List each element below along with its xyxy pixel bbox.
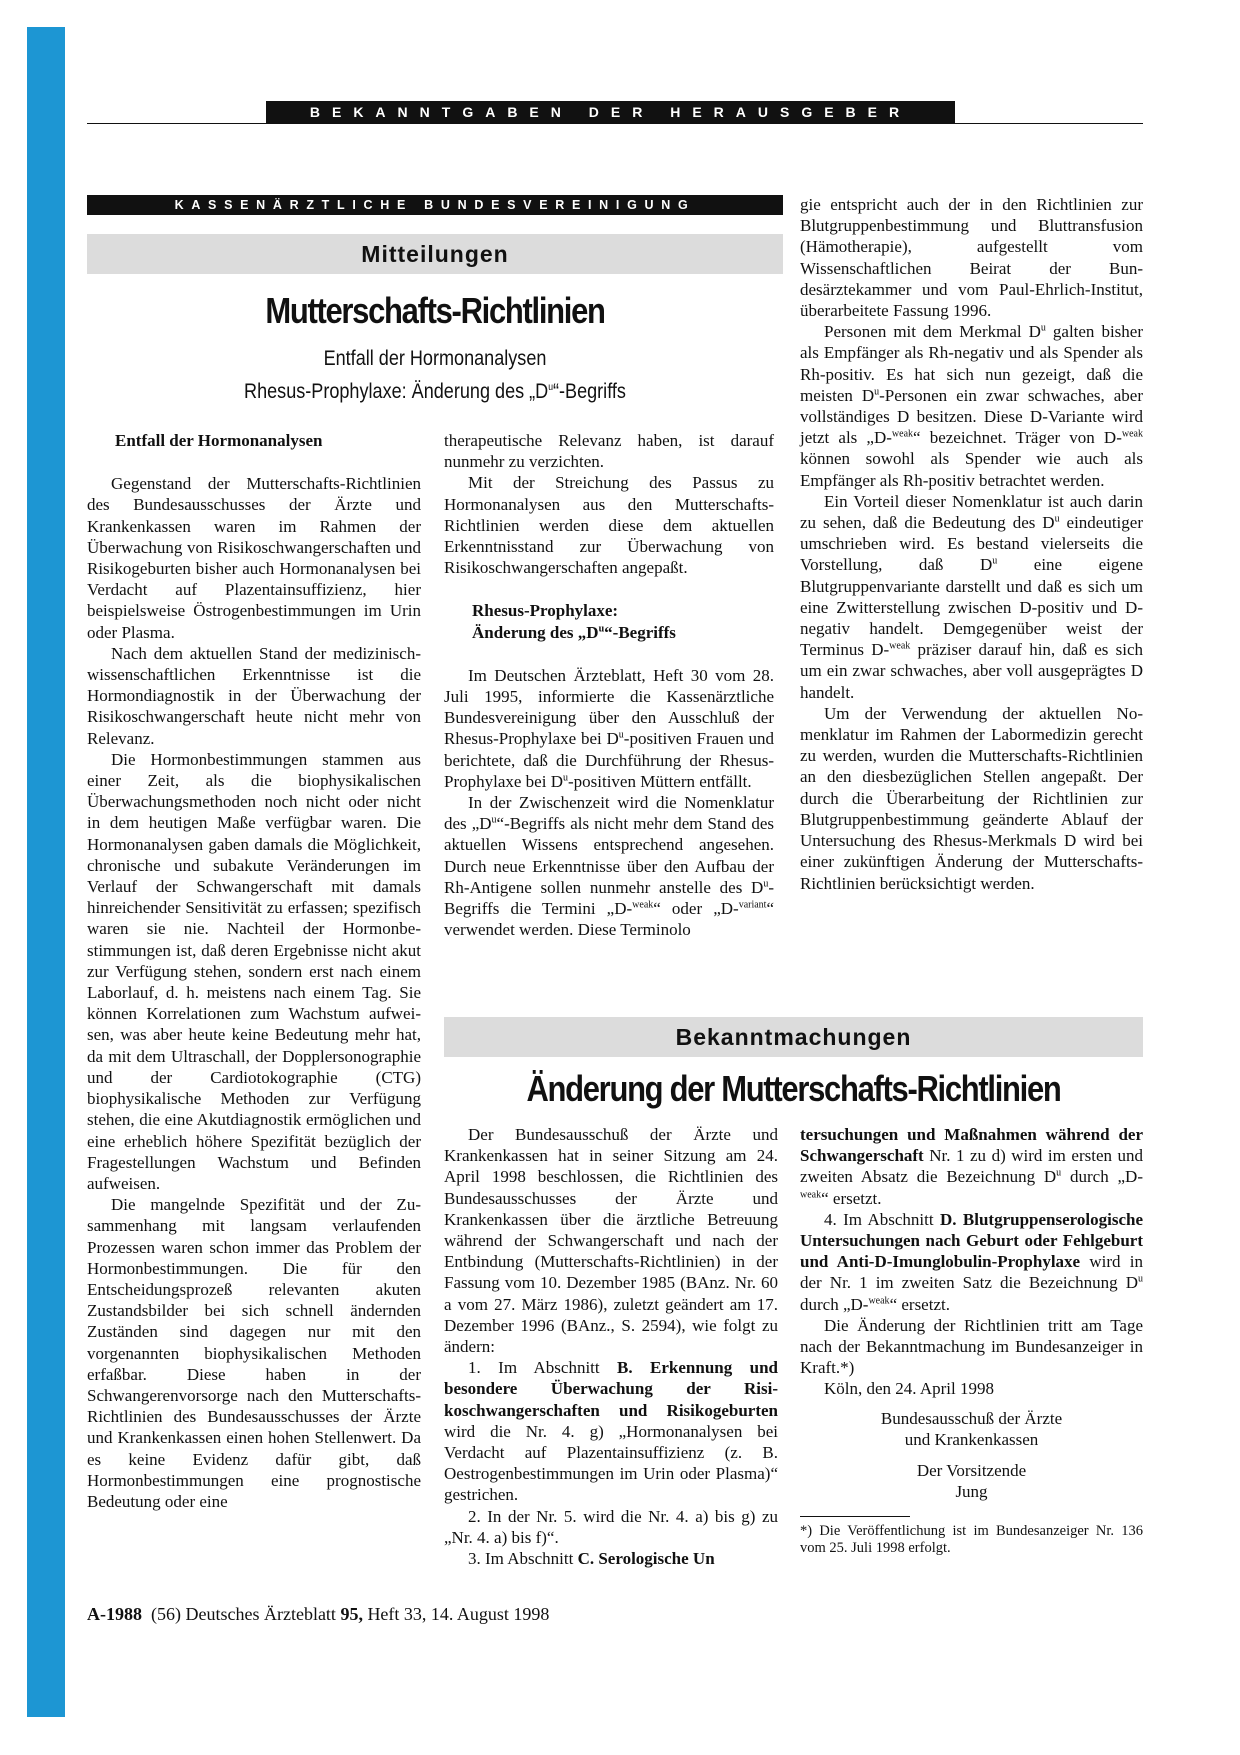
- page-number: A-1988: [87, 1604, 142, 1624]
- heading-hormonanalysen: Entfall der Hormonanalysen: [115, 431, 323, 450]
- header-rule: [87, 123, 1143, 124]
- sidebar-color-bar: [27, 27, 65, 1717]
- bekanntmachungen-band: Bekanntmachungen: [444, 1017, 1143, 1057]
- announcement-title: Änderung der Mutterschafts-Richtlinien: [526, 1068, 1061, 1109]
- article-subtitle-2: Rhesus-Prophylaxe: Änderung des $„D^u“$-Begriffs: [244, 380, 626, 403]
- column-3: gie entspricht auch der in den Richtlinien zur Blutgruppenbestimmung und Bluttransfusion (Hämotherapie), aufgestellt vom Wissenschaftlichen Beirat der Bundesärztekammer und vom Paul-Ehrlich-Institut, überarbeitete Fassung 1996. Personen mit dem Merkmal $D^u$ galten bisher als Empfänger als Rh-negativ und als Spender als Rh-positiv. Es hat sich nun gezeigt, daß die meisten $D^u$-Personen ein zwar schwaches, aber vollständiges D besitzen. Diese D-Variante wird jetzt als „D-$^{weak}$“ bezeichnet. Träger von D-$^{weak}$ können sowohl als Spender wie auch als Empfänger als Rh-positiv betrachtet werden. Ein Vorteil dieser Nomenklatur ist auch darin zu sehen, daß die Bedeutung des $D^u$ eindeutiger umschrieben wird. Es bestand vielerseits die Vorstellung, daß $D^u$ eine eigene Blutgruppenvariante darstellt und daß es sich um eine Zwitterstellung zwischen D-positiv und D-negativ handelt. Demgegenüber weist der Terminus D-$^{weak}$ präziser darauf hin, daß es sich um ein zwar schwaches, aber voll ausgeprägtes D handelt. Um der Verwendung der aktuellen Nomenklatur im Rahmen der Labormedizin gerecht zu werden, wurden die Mutterschafts-Richtlinien an den diesbezüglichen Stellen angepaßt. Der durch die Überarbeitung der Richtlinien zur Blutgruppenbestimmung geänderte Ablauf der Untersuchung des Rhesus-Merkmals D wird bei einer zukünftigen Änderung der Mutterschafts-Richtlinien berücksichtigt werden.: [800, 195, 1143, 893]
- column-2-announcement: Der Bundesausschuß der Ärzte und Krankenkassen hat in seiner Sitzung am 24. April 1998 beschlossen, die Richtlinien des Bundesausschusses der Ärzte und Krankenkassen über die ärztliche Betreuung während der Schwangerschaft und nach der Entbindung (Mutterschafts-Richtlinien) in der Fassung vom 10. Dezember 1985 (BAnz. Nr. 60 a vom 27. März 1986), zuletzt geändert am 17. Dezember 1996 (BAnz., S. 2594), wie folgt zu ändern: 1. Im Abschnitt B. Erkennung und besondere Überwachung der Risikoschwangerschaften und Risikogeburten wird die Nr. 4. g) „Hormonanalysen bei Verdacht auf Plazentainsuffizienz (z. B. Oestrogenbestimmungen im Urin oder Plasma)“ gestrichen. 2. In der Nr. 5. wird die Nr. 4. a) bis g) zu „Nr. 4. a) bis f)“. 3. Im Abschnitt C. Serologische Un: [444, 1125, 778, 1569]
- heading-rhesus: Rhesus-Prophylaxe: Änderung des $„D^u“$-Begriffs: [472, 601, 676, 642]
- mitteilungen-band: Mitteilungen: [87, 234, 783, 274]
- column-2: therapeutische Relevanz haben, ist darauf nunmehr zu verzichten. Mit der Streichung des Passus zu Hormonanalysen aus den Mutterschafts-Richtlinien werden diese dem aktuellen Erkenntnisstand zur Überwachung von Risikoschwangerschaften angepaßt. Rhesus-Prophylaxe: Änderung des $„D^u“$-Begriffs Im Deutschen Ärzteblatt, Heft 30 vom 28. Juli 1995, informierte die Kassenärztliche Bundesvereinigung über den Ausschluß der Rhesus-Prophylaxe bei $D^u$-positiven Frauen und berichtete, daß die Durchführung der Rhesus-Prophylaxe bei $D^u$-positiven Müttern entfällt. In der Zwischenzeit wird die Nomenklatur des $„D^u“$-Begriffs als nicht mehr dem Stand des aktuellen Wissens entsprechend angesehen. Durch neue Erkenntnisse über den Aufbau der Rh-Antigene sollen nunmehr anstelle des $D^u$-Begriffs die Termini „D-$^{weak}$“ oder „D-$^{variant}$“ verwendet werden. Diese Terminolo: [444, 431, 774, 940]
- section-header-band: BEKANNTGABEN DER HERAUSGEBER: [266, 101, 955, 123]
- page-footer: A-1988 (56) Deutsches Ärzteblatt 95, Heft 33, 14. August 1998: [87, 1604, 550, 1624]
- column-3-announcement: tersuchungen und Maßnahmen während der Schwangerschaft Nr. 1 zu d) wird im ersten und zweiten Absatz die Bezeichnung $D^u$ durch „D-$^{weak}$“ ersetzt. 4. Im Abschnitt D. Blutgruppenserologische Untersuchungen nach Geburt oder Fehlgeburt und Anti-D-Imunglobulin-Prophylaxe wird in der Nr. 1 im zweiten Satz die Bezeichnung $D^u$ durch „D-$^{weak}$“ ersetzt. Die Änderung der Richtlinien tritt am Tage nach der Bekanntmachung im Bundesanzeiger in Kraft.*) Köln, den 24. April 1998 Bundesausschuß der Ärzte und Krankenkassen Der Vorsitzende Jung *) Die Veröffentlichung ist im Bundesanzeiger Nr. 136 vom 25. Juli 1998 erfolgt.: [800, 1125, 1143, 1557]
- footnote-rule: [800, 1516, 910, 1517]
- article-subtitle-1: Entfall der Hormonanalysen: [323, 347, 547, 370]
- kbv-band: KASSENÄRZTLICHE BUNDESVEREINIGUNG: [87, 195, 783, 215]
- footnote: *) Die Veröffentlichung ist im Bundesanzeiger Nr. 136 vom 25. Juli 1998 erfolgt.: [800, 1523, 1143, 1557]
- column-1: Entfall der Hormonanalysen Gegenstand der Mutterschafts-Richtlinien des Bundesausschusses der Ärzte und Krankenkassen waren im Rahmen der Überwachung von Risikoschwangerschaften und Risikogeburten bisher auch Hormonanalysen bei Verdacht auf Plazentainsuffizienz, hier beispielsweise Östrogenbestimmungen im Urin oder Plasma. Nach dem aktuellen Stand der medizinisch-wissenschaftlichen Erkenntnisse ist die Hormondiagnostik in der Überwachung der Risikoschwangerschaft heute nicht mehr von Relevanz. Die Hormonbestimmungen stammen aus einer Zeit, als die biophysikalischen Überwachungsmethoden noch nicht oder nicht in dem heutigen Maße verfügbar waren. Die Hormonanalysen gaben damals die Möglichkeit, chronische und subakute Veränderungen im Verlauf der Schwangerschaft mit damals hinreichender Sensitivität zu erfassen; spezifisch waren sie nie. Nachteil der Hormonbestimmungen ist, daß deren Ergebnisse nicht akut zur Verfügung stehen, sondern erst nach einem Laborlauf, d. h. meistens nach einem Tag. Sie können Korrelationen zum Wachstum aufweisen, was aber heute keine Bedeutung mehr hat, da mit dem Ultraschall, der Dopplersonographie und der Cardiotokographie (CTG) biophysikalische Methoden zur Verfügung stehen, die eine Akutdiagnostik ermöglichen und eine erheblich höhere Spezifität bezüglich der Fragestellungen Wachstum und Befinden aufweisen. Die mangelnde Spezifität und der Zusammenhang mit langsam verlaufenden Prozessen waren schon immer das Problem der Hormonbestimmungen. Die für den Entscheidungsprozeß relevanten akuten Zustandsbilder bei sich schnell ändernden Zuständen sind dagegen nur mit den vorgenannten biophysikalischen Methoden erfaßbar. Diese haben in der Schwangerenvorsorge nach den Mutterschafts-Richtlinien des Bundesausschusses der Ärzte und Krankenkassen einen hohen Stellenwert. Da es keine Evidenz dafür gibt, daß Hormonbestimmungen eine prognostische Bedeutung oder eine: [87, 431, 421, 1511]
- article-title: Mutterschafts-Richtlinien: [265, 290, 605, 331]
